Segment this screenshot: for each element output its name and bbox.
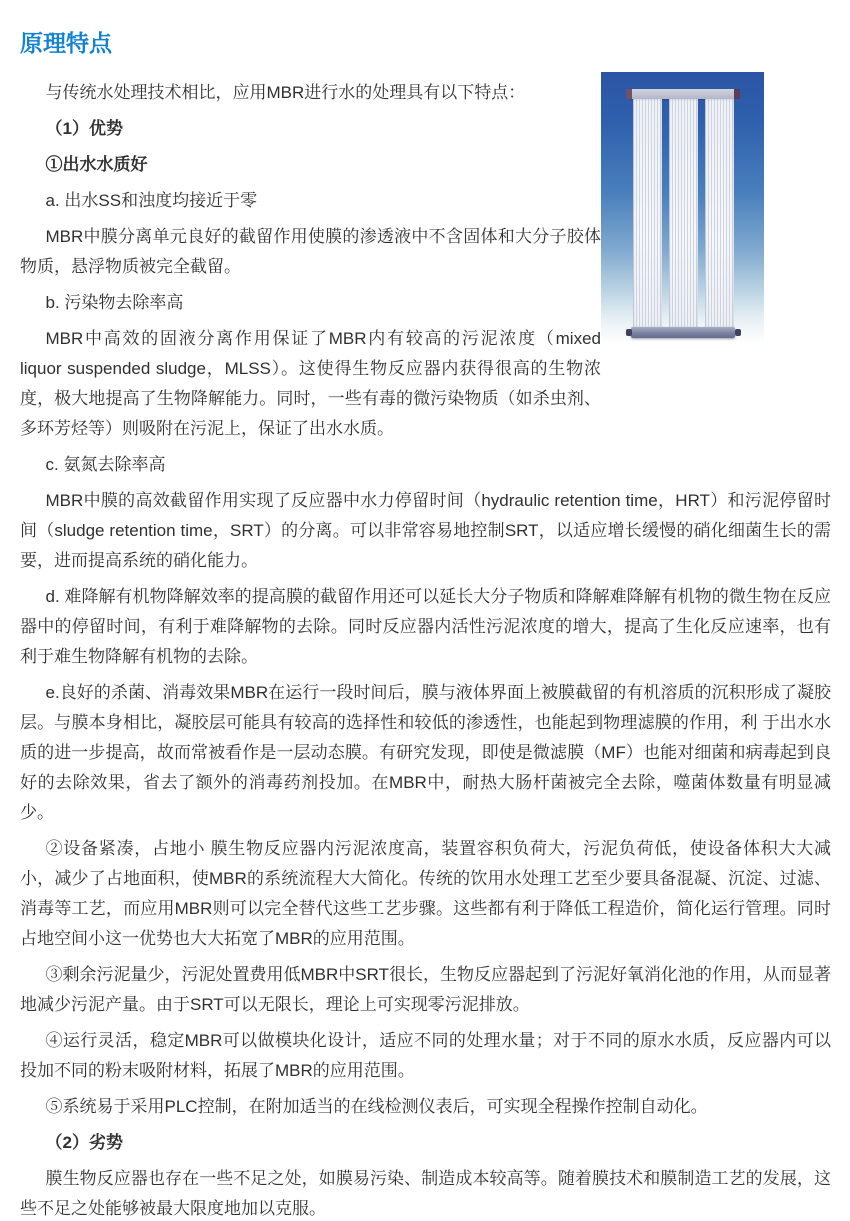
module-header-bar (631, 89, 734, 99)
item-b-body: MBR中高效的固液分离作用保证了MBR内有较高的污泥浓度（mixed liquor suspended sludge，MLSS）。这使得生物反应器内获得很高的生物浓度，极大地提高了生物降解能力。同时，一些有毒的微污染物质（如杀虫剂、多环芳烃等）则吸附在污泥上，保证了出水水质。 (20, 329, 601, 438)
paragraph-disadvantages: 膜生物反应器也存在一些不足之处，如膜易污染、制造成本较高等。随着膜技术和膜制造工艺的发展，这些不足之处能够被最大限度地加以克服。 (20, 1169, 831, 1218)
item-d-body: d. 难降解有机物降解效率的提高膜的截留作用还可以延长大分子物质和降解难降解有机物的微生物在反应器中的停留时间，有利于难降解物的去除。同时反应器内活性污泥浓度的增大，提高了生化反应速率，也有利于难生物降解有机物的去除。 (20, 587, 831, 666)
membrane-module-image (601, 72, 764, 344)
item-4-flexible: ④运行灵活，稳定MBR可以做模块化设计，适应不同的处理水量；对于不同的原水水质，反应器内可以投加不同的粉末吸附材料，拓展了MBR的应用范围。 (20, 1031, 831, 1080)
membrane-curtains (633, 99, 734, 329)
item-a-body: MBR中膜分离单元良好的截留作用使膜的渗透液中不含固体和大分子胶体物质，悬浮物质被完全截留。 (20, 227, 601, 276)
paragraph-intro: 与传统水处理技术相比，应用MBR进行水的处理具有以下特点： (45, 83, 526, 102)
item-2-compact: ②设备紧凑，占地小 膜生物反应器内污泥浓度高，装置容积负荷大，污泥负荷低，使设备体积大大减小，减少了占地面积，使MBR的系统流程大大简化。传统的饮用水处理工艺至少要具备混凝、沉淀、过滤、消毒等工艺，而应用MBR则可以完全替代这些工艺步骤。这些都有利于降低工程造价，简化运行管理。同时占地空间小这一优势也大大拓宽了MBR的应用范围。 (20, 839, 831, 948)
module-footer-bar (631, 327, 735, 338)
item-b-title: b. 污染物去除率高 (45, 293, 184, 312)
item-3-sludge: ③剩余污泥量少，污泥处置费用低MBR中SRT很长，生物反应器起到了污泥好氧消化池的作用，从而显著地减少污泥产量。由于SRT可以无限长，理论上可实现零污泥排放。 (20, 965, 831, 1014)
membrane-curtain (669, 99, 698, 329)
item-c-body: MBR中膜的高效截留作用实现了反应器中水力停留时间（hydraulic retention time，HRT）和污泥停留时间（sludge retention time，SRT）的分离。可以非常容易地控制SRT，以适应增长缓慢的硝化细菌生长的需要，进而提高系统的硝化能力。 (20, 491, 831, 570)
item-5-plc: ⑤系统易于采用PLC控制，在附加适当的在线检测仪表后，可实现全程操作控制自动化。 (45, 1097, 708, 1116)
page-title: 原理特点 (20, 30, 112, 56)
heading-disadvantages: （2）劣势 (45, 1133, 123, 1152)
heading-effluent-quality: ①出水水质好 (45, 155, 148, 174)
item-a-title: a. 出水SS和浊度均接近于零 (45, 191, 258, 210)
membrane-curtain (705, 99, 734, 329)
membrane-curtain (633, 99, 662, 329)
membrane-module-background (601, 72, 764, 344)
heading-advantages: （1）优势 (45, 119, 123, 138)
item-e-body: e.良好的杀菌、消毒效果MBR在运行一段时间后，膜与液体界面上被膜截留的有机溶质的沉积形成了凝胶层。与膜本身相比，凝胶层可能具有较高的选择性和较低的渗透性，也能起到物理滤膜的作用，利 于出水水质的进一步提高，故而常被看作是一层动态膜。有研究发现，即使是微滤膜（MF）也能对细菌和病毒起到良好的去除效果，省去了额外的消毒药剂投加。在MBR中，耐热大肠杆菌被完全去除，噬菌体数量有明显减少。 (20, 683, 831, 822)
item-c-title: c. 氨氮去除率高 (45, 455, 166, 474)
